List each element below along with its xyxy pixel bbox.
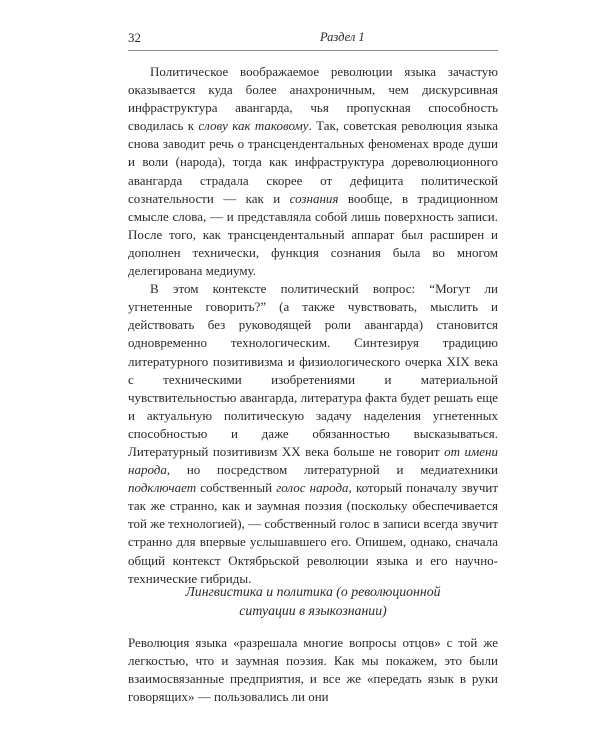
subsection-heading — [128, 582, 498, 620]
heading-line-2: ситуации в языкознании) — [239, 603, 387, 618]
heading-line-1: Лингвистика и политика (о революционной — [185, 584, 441, 599]
section-title: Раздел 1 — [320, 30, 365, 44]
italic-run: подключает — [128, 480, 197, 496]
text-run: Политическое воображаемое революции языка зачастую оказывается куда более анахроничным, чем дискурсивная инфраструктура авангарда, чья пропускная способность сводилась к — [128, 64, 498, 134]
text-run: В этом контексте политический вопрос: “Могут ли угнетенные говорить?” (а также чувствовать, мыслить и действовать без руководящей роли авангарда) становится одновременно технологическим. Синтезируя традицию литературного позитивизма и физиологического очерка XIX века с техническими изобретениями и материальной чувствительностью авангарда, литература факта будет решать еще и актуальную политическую задачу наделения угнетенных способностью и даже обязанностью высказываться. Литературный позитивизм XX века больше не говорит — [128, 281, 498, 459]
paragraph-2 — [128, 280, 498, 588]
body-text-continued — [128, 634, 498, 706]
italic-run: слову как таковому — [198, 118, 309, 134]
body-text — [128, 63, 498, 588]
text-run: Революция языка «разрешала многие вопросы отцов» с той же легкостью, что и заумная поэзия. Как мы покажем, это были взаимосвязанные предприятия, и все же «передать язык в руки говорящих» — пользовались ли они — [128, 635, 498, 705]
italic-run: сознания — [289, 190, 339, 206]
text-run: собственный — [196, 480, 277, 496]
italic-run: голос народа, — [276, 480, 352, 496]
running-header — [128, 30, 498, 51]
text-run: но посредством литературной и медиатехники — [170, 462, 498, 478]
text-run: который поначалу звучит так же странно, как и заумная поэзия (поскольку обеспечивается той же технологией), — собственный голос в записи всегда звучит странно для впервые услышавшего его. Опишем, однако, сначала общий контекст Октябрьской революции языка и его научно-технические гибриды. — [128, 480, 499, 586]
text-run: . Так, советская революция языка снова заводит речь о трансцендентальных феноменах вроде души и воли (народа), тогда как инфраструктура дореволюционного авангарда страдала скорее от дефицита политической сознательности — как и — [128, 118, 498, 206]
italic-run: от имени народа, — [128, 443, 498, 478]
paragraph-1 — [128, 63, 498, 280]
text-run: вообще, в традиционном смысле слова, — и представляла собой лишь поверхность записи. После того, как трансцендентальный аппарат был расширен и дополнен технически, функция сознания была во многом делегирована медиуму. — [128, 190, 498, 279]
page-number: 32 — [128, 30, 141, 45]
paragraph-3 — [128, 634, 498, 706]
